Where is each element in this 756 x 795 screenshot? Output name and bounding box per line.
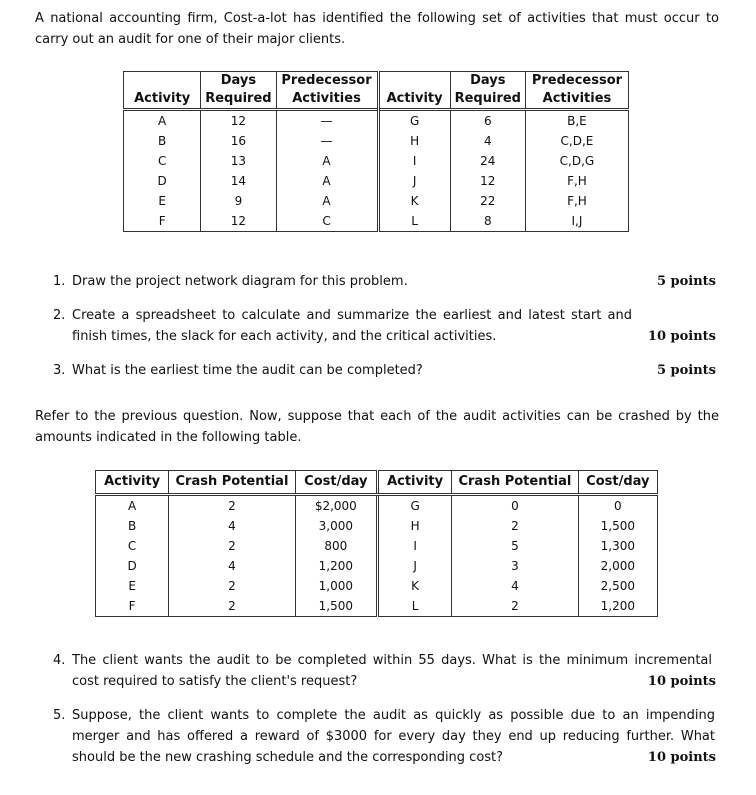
table-cell: L [378, 211, 450, 232]
question-number: 2. [53, 308, 66, 323]
table-row [96, 536, 658, 556]
table-cell: A [124, 110, 201, 132]
table-cell: 2 [452, 516, 578, 536]
crash-table [95, 470, 658, 617]
table-cell: 2 [452, 596, 578, 617]
table-cell: C [96, 536, 169, 556]
header-cell: Activity [377, 471, 451, 495]
table-cell: 2,000 [578, 556, 657, 576]
table-header-row [124, 90, 629, 110]
question-number: 3. [53, 363, 66, 378]
table-cell: 2 [169, 576, 295, 596]
table-row [96, 596, 658, 617]
table-cell: 800 [295, 536, 377, 556]
header-cell: Activity [124, 90, 201, 110]
question-number: 5. [53, 708, 66, 723]
table-cell: 2 [169, 495, 295, 517]
header-cell [378, 72, 450, 91]
table-cell: J [377, 556, 451, 576]
table-cell: 1,500 [578, 516, 657, 536]
table-cell: 12 [450, 171, 525, 191]
table-cell: A [276, 171, 378, 191]
table-cell: 24 [450, 151, 525, 171]
question-number: 4. [53, 653, 66, 668]
header-cell: Activities [276, 90, 378, 110]
table-row [96, 576, 658, 596]
table-row [124, 191, 629, 211]
table-cell: I [378, 151, 450, 171]
question-4 [53, 650, 716, 692]
table-cell: 8 [450, 211, 525, 232]
table-cell: B [124, 131, 201, 151]
table-cell: 16 [201, 131, 276, 151]
table-cell: F [96, 596, 169, 617]
table-cell: 22 [450, 191, 525, 211]
table-row [124, 151, 629, 171]
table-cell: H [378, 131, 450, 151]
table-cell: E [96, 576, 169, 596]
table-cell: 1,000 [295, 576, 377, 596]
table-header-row [124, 72, 629, 91]
header-cell: Cost/day [295, 471, 377, 495]
activities-table [123, 71, 629, 232]
question-text: Draw the project network diagram for this problem. [72, 274, 408, 289]
question-text: What is the earliest time the audit can be completed? [72, 363, 423, 378]
table-cell: F,H [525, 191, 628, 211]
header-cell [124, 72, 201, 91]
question-5 [53, 705, 716, 768]
table-cell: L [377, 596, 451, 617]
question-points: 5 points [656, 363, 716, 378]
question-points: 10 points [647, 750, 716, 765]
table-cell: J [378, 171, 450, 191]
table-row [96, 495, 658, 517]
table-cell: — [276, 131, 378, 151]
table-cell: B,E [525, 110, 628, 132]
table-cell: K [377, 576, 451, 596]
table-cell: H [377, 516, 451, 536]
table-cell: 1,200 [295, 556, 377, 576]
table-cell: I [377, 536, 451, 556]
question-text: Suppose, the client wants to complete the audit as quickly as possible due to an impending merger and has offered a reward of $3000 for every day they end up reducing further. What should be the new crashing schedule and the corresponding cost? [72, 708, 715, 765]
table-cell: B [96, 516, 169, 536]
table-row [96, 516, 658, 536]
question-2 [53, 305, 716, 347]
table-cell: 3,000 [295, 516, 377, 536]
table-cell: 4 [450, 131, 525, 151]
table-row [124, 131, 629, 151]
table-cell: 3 [452, 556, 578, 576]
table-cell: 1,300 [578, 536, 657, 556]
header-cell: Days [450, 72, 525, 91]
table-row [96, 556, 658, 576]
header-cell: Crash Potential [169, 471, 295, 495]
table-cell: 1,500 [295, 596, 377, 617]
table-cell: K [378, 191, 450, 211]
table-cell: 2 [169, 596, 295, 617]
table-cell: D [96, 556, 169, 576]
header-cell: Days [201, 72, 276, 91]
table-cell: 2,500 [578, 576, 657, 596]
header-cell: Activities [525, 90, 628, 110]
header-cell: Activity [378, 90, 450, 110]
refer-paragraph: Refer to the previous question. Now, suppose that each of the audit activities can be crashed by the amounts indicated in the following table. [35, 409, 719, 445]
table-cell: 4 [452, 576, 578, 596]
table-cell: 13 [201, 151, 276, 171]
question-points: 10 points [647, 674, 716, 689]
question-points: 10 points [647, 329, 716, 344]
table-cell: 14 [201, 171, 276, 191]
table-cell: 2 [169, 536, 295, 556]
table-cell: 5 [452, 536, 578, 556]
table-cell: — [276, 110, 378, 132]
table-cell: 12 [201, 110, 276, 132]
question-1 [53, 271, 716, 292]
table-cell: C [276, 211, 378, 232]
header-cell: Activity [96, 471, 169, 495]
table-cell: C,D,G [525, 151, 628, 171]
table-cell: 6 [450, 110, 525, 132]
table-cell: C [124, 151, 201, 171]
question-points: 5 points [656, 274, 716, 289]
table-cell: I,J [525, 211, 628, 232]
table-cell: 4 [169, 556, 295, 576]
header-cell: Required [450, 90, 525, 110]
table-cell: 9 [201, 191, 276, 211]
table-cell: F,H [525, 171, 628, 191]
header-cell: Required [201, 90, 276, 110]
table-row [124, 211, 629, 232]
header-cell: Predecessor [276, 72, 378, 91]
table-cell: $2,000 [295, 495, 377, 517]
table-row [124, 110, 629, 132]
question-3 [53, 360, 716, 381]
table-cell: 1,200 [578, 596, 657, 617]
table-cell: G [377, 495, 451, 517]
table-cell: F [124, 211, 201, 232]
table-cell: D [124, 171, 201, 191]
question-text: The client wants the audit to be completed within 55 days. What is the minimum incremental cost required to satisfy the client's request? [72, 653, 712, 689]
table-cell: 4 [169, 516, 295, 536]
table-cell: A [276, 151, 378, 171]
table-cell: A [276, 191, 378, 211]
table-cell: C,D,E [525, 131, 628, 151]
header-cell: Crash Potential [452, 471, 578, 495]
table-row [124, 171, 629, 191]
table-cell: A [96, 495, 169, 517]
table-header-row [96, 471, 658, 495]
question-text: Create a spreadsheet to calculate and summarize the earliest and latest start and finish times, the slack for each activity, and the critical activities. [72, 308, 632, 344]
intro-paragraph: A national accounting firm, Cost-a-lot has identified the following set of activities that must occur to carry out an audit for one of their major clients. [35, 11, 719, 47]
table-cell: E [124, 191, 201, 211]
question-number: 1. [53, 274, 66, 289]
header-cell: Predecessor [525, 72, 628, 91]
table-cell: 0 [578, 495, 657, 517]
header-cell: Cost/day [578, 471, 657, 495]
table-cell: 0 [452, 495, 578, 517]
table-cell: 12 [201, 211, 276, 232]
table-cell: G [378, 110, 450, 132]
